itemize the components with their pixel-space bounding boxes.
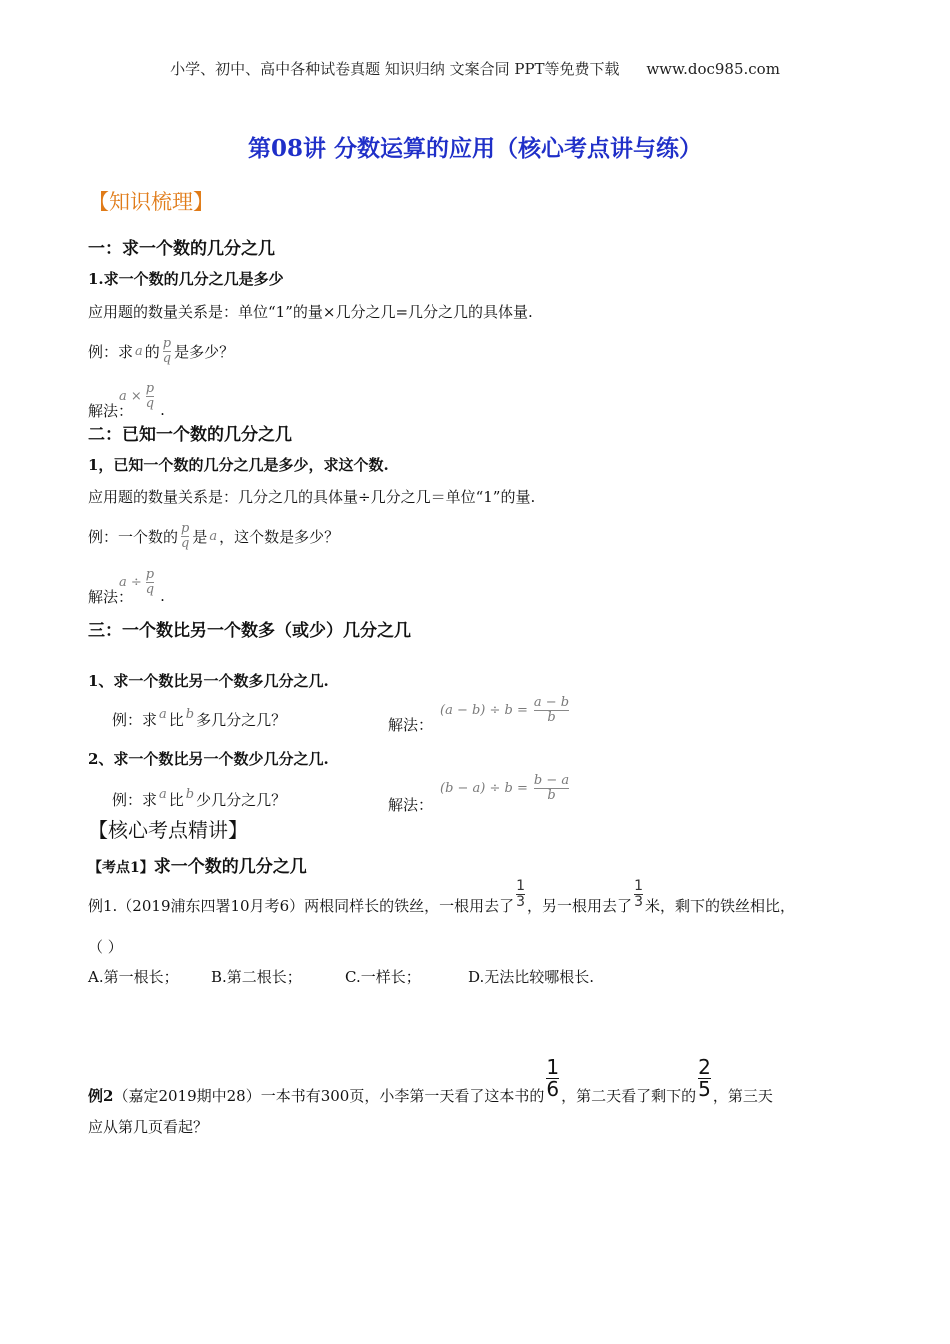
section1-example-prefix: 例：求 [88,342,134,361]
formula-expression: (a − b) ÷ b = [440,702,528,718]
example-mid: 比 [168,710,184,729]
section2-example-var: a [209,528,218,544]
core-heading: 【核心考点精讲】 [88,818,248,842]
knowledge-heading: 【知识梳理】 [88,190,214,214]
fraction-numerator: 1 [634,877,643,894]
section3-solution-2-label: 解法： [388,796,434,814]
section2-solution-expr: a ÷ [119,574,142,590]
fraction-denominator: q [162,350,172,366]
example1-fraction-2 [634,879,643,909]
example2-text-b: ，第二天看了剩下的 [561,1086,697,1105]
fraction-denominator: q [145,581,155,597]
section1-heading: 一：求一个数的几分之几 [88,239,275,259]
formula-fraction [534,696,569,724]
page-header [0,58,950,79]
section1-example [88,326,234,376]
section2-solution-end: . [160,587,165,605]
example1-option-b: B.第二根长； [211,968,302,986]
example2-line2: 应从第几页看起？ [88,1118,209,1136]
section3-solution-2-formula [440,766,569,810]
section1-example-mid: 的 [144,342,160,361]
fraction-denominator: 3 [634,893,643,910]
page-title: 第08讲 分数运算的应用（核心考点讲与练） [247,135,702,162]
section2-subheading: 1，已知一个数的几分之几是多少，求这个数. [88,456,389,474]
example-prefix: 例：求 [112,790,158,809]
fraction-numerator: 1 [516,877,526,894]
example-suffix: 多几分之几？ [196,710,287,729]
section3-solution-1-formula [440,688,569,732]
section1-solution-expr: a × [119,388,142,404]
example2-line1 [88,1052,773,1104]
section2-solution-fraction [146,568,154,596]
section1-example-var: a [135,343,143,359]
section2-relation: 应用题的数量关系是：几分之几的具体量÷几分之几＝单位“1”的量. [88,488,536,506]
example1-answer-blank: （ ） [88,938,123,956]
section2-heading: 二：已知一个数的几分之几 [88,425,292,445]
fraction-denominator: b [547,787,556,803]
kaodian1-title: 求一个数的几分之几 [153,857,307,877]
example-var-a: a [159,786,167,802]
fraction-denominator: 3 [516,893,526,910]
section2-example-mid: 是 [192,527,208,546]
example1-text-b: ，另一根用去了 [527,896,633,915]
section1-example-suffix: 是多少？ [174,342,235,361]
section2-example-suffix: ，这个数是多少？ [219,527,340,546]
example1-line1 [88,872,795,916]
example1-option-d: D.无法比较哪根长. [468,968,595,986]
section1-example-fraction [163,337,171,365]
example1-option-c: C.一样长； [345,968,421,986]
fraction-numerator: p [145,566,155,582]
kaodian1-label: 【考点1】 [88,860,154,876]
section3-example-2 [112,784,286,814]
example-var-b: b [185,706,195,722]
section3-heading: 三：一个数比另一个数多（或少）几分之几 [88,621,411,641]
section2-example [88,510,339,562]
section3-subheading-1: 1、求一个数比另一个数多几分之几. [88,672,329,690]
example2-fraction-1 [546,1054,560,1101]
formula-expression: (b − a) ÷ b = [440,780,528,796]
section3-solution-1-label: 解法： [388,716,434,734]
section2-example-prefix: 例：一个数的 [88,527,179,546]
section1-subheading: 1.求一个数的几分之几是多少 [88,270,284,288]
example-var-a: a [159,706,167,722]
fraction-numerator: p [181,520,190,536]
fraction-denominator: q [181,535,190,551]
fraction-denominator: b [547,709,556,725]
fraction-numerator: p [145,380,155,396]
example1-text-a: 例1.（2019浦东四署10月考6）两根同样长的铁丝，一根用去了 [88,896,515,915]
header-url[interactable]: www.doc985.com [646,60,780,78]
example2-label: 例2 [88,1086,114,1105]
section2-solution [88,560,165,610]
section2-solution-label: 解法： [88,587,134,606]
example-var-b: b [185,786,195,802]
fraction-denominator: q [145,395,155,411]
section1-relation: 应用题的数量关系是：单位“1”的量×几分之几=几分之几的具体量. [88,303,533,321]
fraction-denominator: 5 [698,1076,711,1101]
fraction-numerator: b − a [533,772,570,788]
example1-option-a: A.第一根长； [88,968,179,986]
example2-fraction-2 [698,1054,711,1101]
example1-text-c: 米，剩下的铁丝相比， [644,896,795,915]
section1-solution [88,374,165,424]
header-text: 小学、初中、高中各种试卷真题 知识归纳 文案合同 PPT等免费下载 [170,60,620,78]
example-mid: 比 [168,790,184,809]
section1-solution-label: 解法： [88,401,134,420]
example2-text-c: ，第三天 [712,1086,773,1105]
fraction-denominator: 6 [546,1076,560,1101]
fraction-numerator: 2 [698,1054,711,1079]
example1-fraction-1 [516,879,525,909]
formula-fraction [534,774,569,802]
fraction-numerator: 1 [546,1054,560,1079]
fraction-numerator: a − b [533,694,570,710]
example2-text-a: （嘉定2019期中28）一本书有300页，小李第一天看了这本书的 [113,1086,545,1105]
section3-subheading-2: 2、求一个数比另一个数少几分之几. [88,750,329,768]
section1-solution-end: . [160,401,165,419]
fraction-numerator: p [162,335,172,351]
example-prefix: 例：求 [112,710,158,729]
section1-solution-fraction [146,382,154,410]
section2-example-fraction [181,522,189,550]
section3-example-1 [112,704,286,734]
example-suffix: 少几分之几？ [196,790,287,809]
